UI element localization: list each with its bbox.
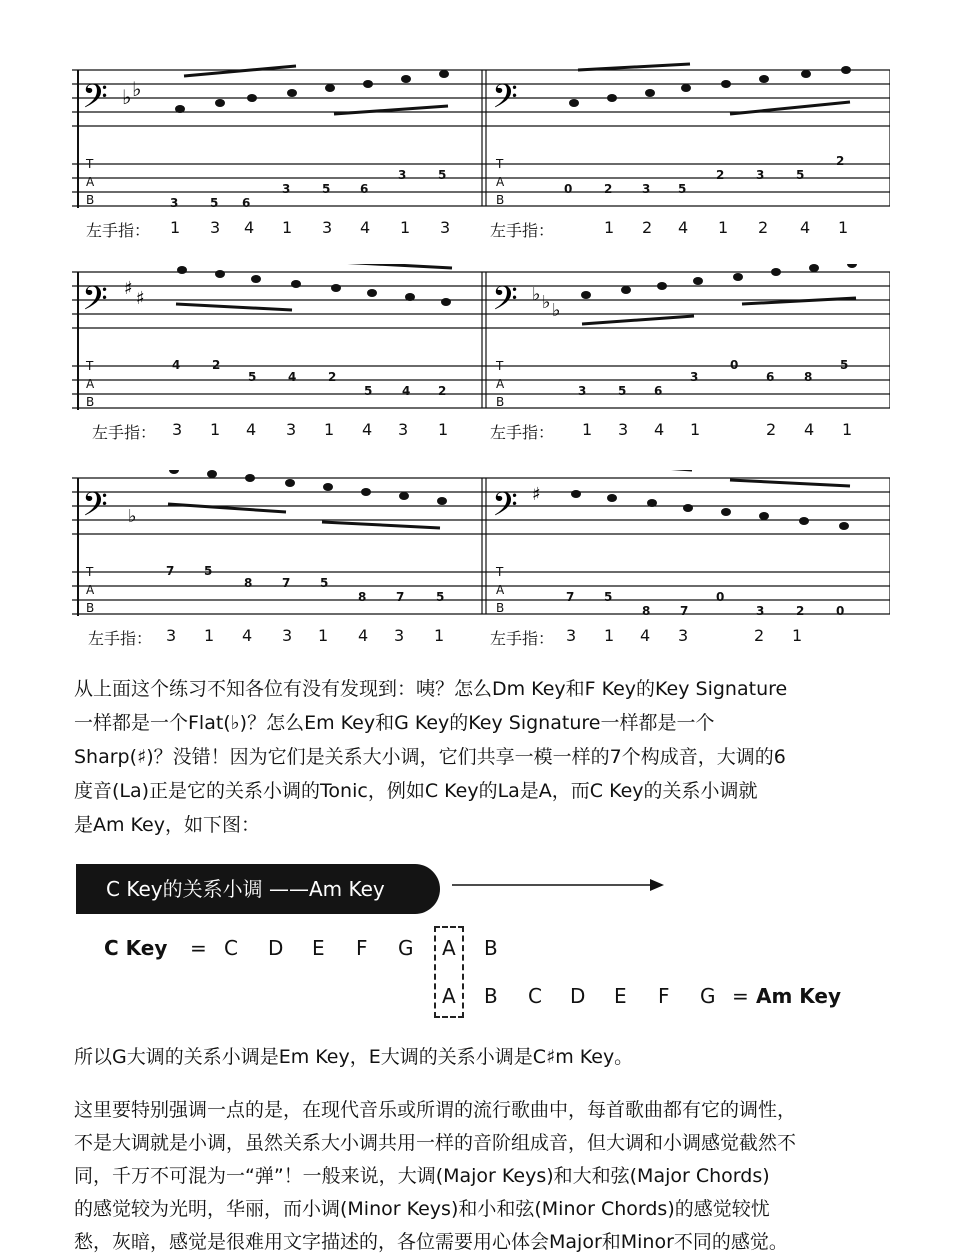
section-banner: C Key的关系小调 ——Am Key <box>76 864 440 914</box>
text-line: 愁，灰暗，感觉是很难用文字描述的，各位需要用心体会Major和Minor不同的感觉。 <box>74 1231 788 1253</box>
svg-text:A: A <box>86 583 95 597</box>
svg-text:B: B <box>496 395 505 409</box>
svg-text:B: B <box>86 601 95 615</box>
notation-system-2 <box>72 264 890 410</box>
flat-icon: ♭ <box>122 85 132 109</box>
svg-text:A: A <box>496 583 505 597</box>
svg-text:T: T <box>86 359 94 373</box>
tab-letter-t: T <box>86 157 94 171</box>
svg-text:T: T <box>496 565 504 579</box>
svg-text:A: A <box>496 175 505 189</box>
svg-text:T: T <box>496 359 504 373</box>
svg-text:B: B <box>496 601 505 615</box>
svg-text:♭: ♭ <box>542 292 551 313</box>
svg-text:𝄢: 𝄢 <box>82 280 108 326</box>
text-line: 不是大调就是小调，虽然关系大小调共用一样的音阶组成音，但大调和小调感觉截然不 <box>74 1132 797 1154</box>
text-line: 从上面这个练习不知各位有没有发现到：咦？怎么Dm Key和F Key的Key Signature <box>74 678 788 700</box>
tab-numbers-3: 7 5 8 7 5 8 7 5 7 5 8 7 0 3 2 0 <box>166 564 845 618</box>
am-key-row: A B C D E F G = Am Key <box>442 984 842 1008</box>
text-line: Sharp(♯)？没错！因为它们是关系大小调，它们共享一模一样的7个构成音，大调的6 <box>74 746 786 768</box>
svg-text:A: A <box>86 175 95 189</box>
text-line: 的感觉较为光明，华丽，而小调(Minor Keys)和小和弦(Minor Chords)的感觉较忧 <box>74 1198 770 1220</box>
svg-text:♭: ♭ <box>128 506 137 527</box>
arrow-right-icon <box>452 876 666 894</box>
bass-clef-icon: 𝄢 <box>82 78 108 124</box>
svg-text:♭: ♭ <box>132 77 142 101</box>
text-line: 这里要特别强调一点的是，在现代音乐或所谓的流行歌曲中，每首歌曲都有它的调性， <box>74 1099 797 1121</box>
text-line: 是Am Key，如下图： <box>74 814 260 836</box>
svg-text:A: A <box>86 377 95 391</box>
text-line: 所以G大调的关系小调是Em Key，E大调的关系小调是C♯m Key。 <box>74 1046 634 1068</box>
svg-text:♯: ♯ <box>136 288 145 309</box>
svg-text:♭: ♭ <box>552 300 561 321</box>
svg-text:T: T <box>496 157 504 171</box>
svg-text:♯: ♯ <box>532 484 541 505</box>
svg-text:B: B <box>86 193 95 207</box>
paragraph-examples <box>74 1040 890 1074</box>
svg-text:A: A <box>496 377 505 391</box>
svg-text:♭: ♭ <box>532 284 541 305</box>
text-line: 度音(La)正是它的关系小调的Tonic，例如C Key的La是A，而C Key的关系小调就 <box>74 780 758 802</box>
tab-numbers-2: 4 2 5 4 2 5 4 2 3 5 6 3 0 6 8 5 <box>172 358 849 398</box>
svg-text:𝄢: 𝄢 <box>82 486 108 532</box>
svg-text:𝄢: 𝄢 <box>492 78 518 124</box>
c-key-row: C Key = C D E F G A B <box>104 936 498 960</box>
notation-system-3 <box>72 470 890 616</box>
finger-row-3: 左手指： 3 1 4 3 1 4 3 1 左手指： 3 1 4 3 2 1 <box>88 626 803 648</box>
notation-system-1 <box>72 62 890 208</box>
svg-text:𝄢: 𝄢 <box>492 280 518 326</box>
paragraph-major-minor <box>74 1094 890 1259</box>
sharp-icon: ♯ <box>124 278 133 299</box>
text-line: 一样都是一个Flat(♭)？怎么Em Key和G Key的Key Signature一样都是一个 <box>74 712 715 734</box>
svg-text:T: T <box>86 565 94 579</box>
svg-text:B: B <box>496 193 505 207</box>
finger-row-1: 左手指： 1 3 4 1 3 4 1 3 左手指： 1 2 4 1 2 4 1 <box>86 218 849 240</box>
paragraph-relative-keys <box>74 672 890 842</box>
svg-text:B: B <box>86 395 95 409</box>
text-line: 同，千万不可混为一“弹”！一般来说，大调(Major Keys)和大和弦(Major Chords) <box>74 1165 770 1187</box>
finger-row-2: 左手指： 3 1 4 3 1 4 3 1 左手指： 1 3 4 1 2 4 1 <box>92 420 853 442</box>
svg-text:𝄢: 𝄢 <box>492 486 518 532</box>
tab-numbers-1: 3 5 6 3 5 6 3 5 0 2 3 5 2 3 5 2 <box>170 154 845 210</box>
